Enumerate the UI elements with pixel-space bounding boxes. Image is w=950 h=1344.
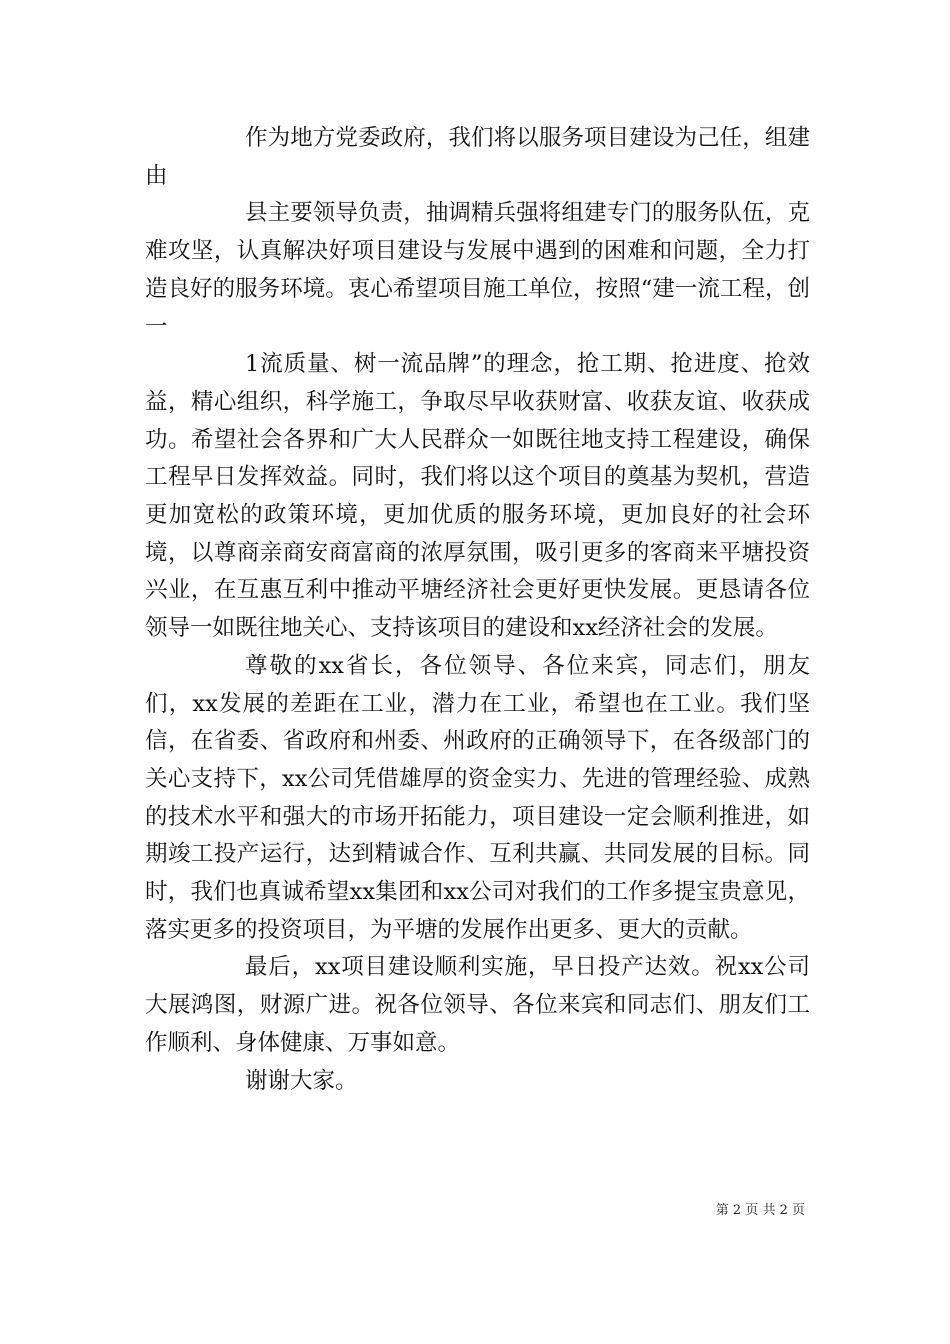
paragraph-1: 作为地方党委政府，我们将以服务项目建设为己任，组建由 (145, 125, 810, 189)
paragraph-4: 尊敬的xx省长，各位领导、各位来宾，同志们，朋友们，xx发展的差距在工业，潜力在工业，希望也在工业。我们坚信，在省委、省政府和州委、州政府的正确领导下，在各级部门的关心支持下，xx公司凭借雄厚的资金实力、先进的管理经验、成熟的技术水平和强大的市场开拓能力，项目建设一定会顺利推进，如期竣工投产运行，达到精诚合作、互利共赢、共同发展的目标。同时，我们也真诚希望xx集团和xx公司对我们的工作多提宝贵意见，落实更多的投资项目，为平塘的发展作出更多、更大的贡献。 (145, 652, 810, 943)
paragraph-2: 县主要领导负责，抽调精兵强将组建专门的服务队伍，克难攻坚，认真解决好项目建设与发展中遇到的困难和问题，全力打造良好的服务环境。衷心希望项目施工单位，按照“建一流工程，创一 (145, 200, 810, 340)
paragraph-3: 1流质量、树一流品牌”的理念，抢工期、抢进度、抢效益，精心组织，科学施工，争取尽早收获财富、收获友谊、收获成功。希望社会各界和广大人民群众一如既往地支持工程建设，确保工程早日发挥效益。同时，我们将以这个项目的奠基为契机，营造更加宽松的政策环境，更加优质的服务环境，更加良好的社会环境，以尊商亲商安商富商的浓厚氛围，吸引更多的客商来平塘投资兴业，在互惠互利中推动平塘经济社会更好更快发展。更恳请各位领导一如既往地关心、支持该项目的建设和xx经济社会的发展。 (145, 351, 810, 642)
paragraph-6: 谢谢大家。 (245, 1067, 358, 1094)
paragraph-5: 最后，xx项目建设顺利实施，早日投产达效。祝xx公司大展鸿图，财源广进。祝各位领导、各位来宾和同志们、朋友们工作顺利、身体健康、万事如意。 (145, 954, 810, 1056)
document-body (145, 120, 810, 1100)
page-footer: 第 2 页 共 2 页 (715, 1203, 805, 1218)
